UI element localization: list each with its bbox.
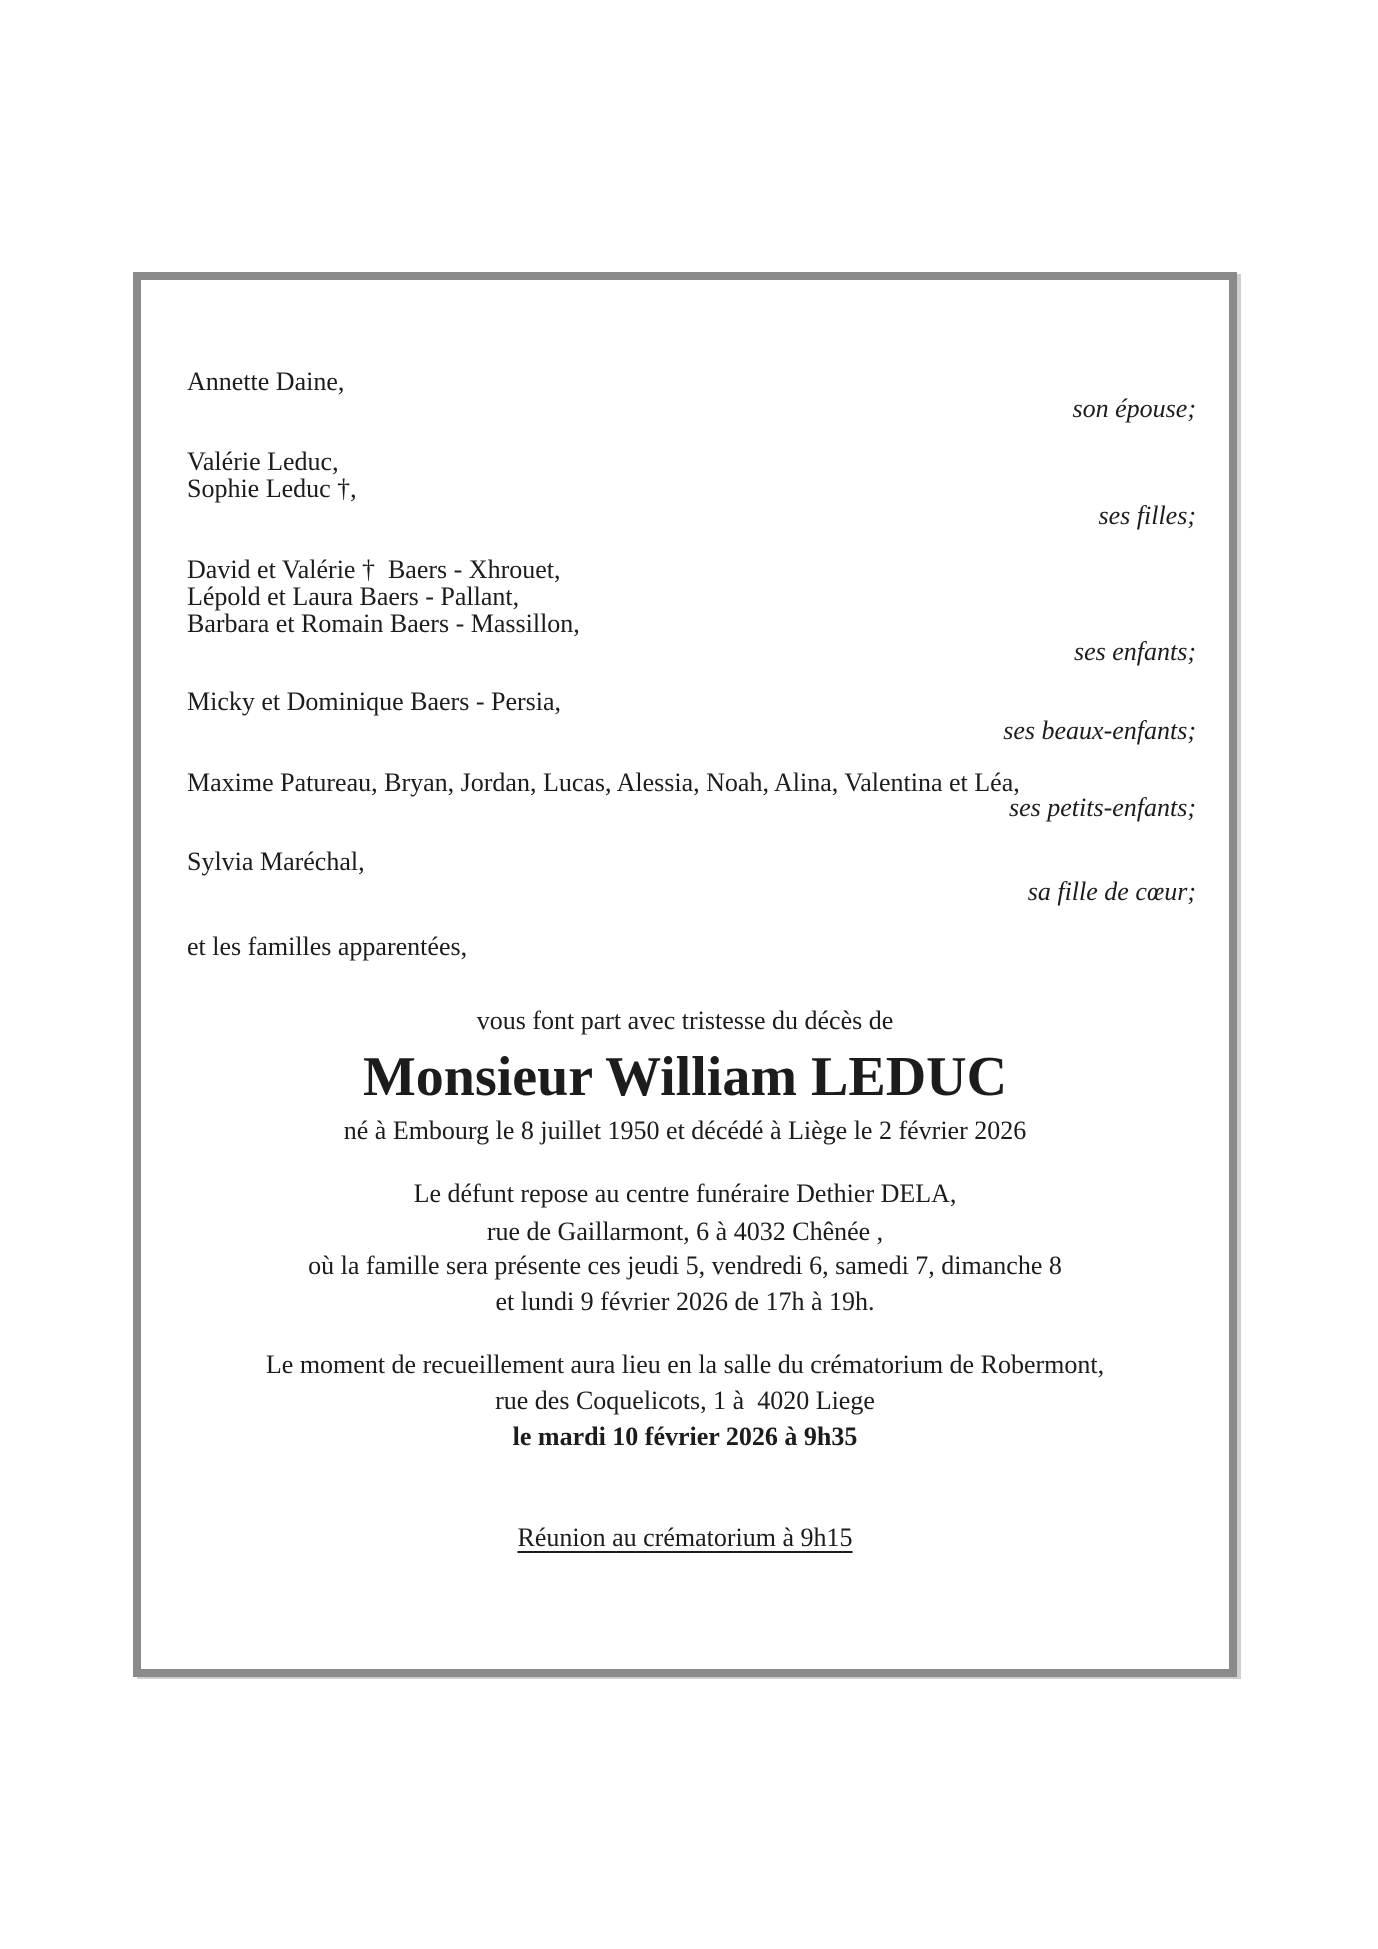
repose-address-line: rue de Gaillarmont, 6 à 4032 Chênée , — [486, 1217, 884, 1246]
relation-label: sa fille de cœur; — [1027, 877, 1196, 906]
memorial-card-frame — [133, 272, 1237, 1677]
family-name: Barbara et Romain Baers - Massillon, — [187, 609, 580, 638]
ceremony-location-line: Le moment de recueillement aura lieu en la salle du crématorium de Robermont, — [265, 1350, 1105, 1379]
visitation-hours-line: et lundi 9 février 2026 de 17h à 19h. — [495, 1287, 875, 1316]
family-name: Valérie Leduc, — [187, 447, 339, 476]
relation-label: ses petits-enfants; — [1008, 793, 1196, 822]
relation-label: son épouse; — [1072, 394, 1196, 423]
family-name: Micky et Dominique Baers - Persia, — [187, 687, 562, 716]
related-families-line: et les familles apparentées, — [187, 932, 468, 961]
family-name: Annette Daine, — [187, 367, 345, 396]
repose-location-line: Le défunt repose au centre funéraire Dethier DELA, — [413, 1179, 957, 1208]
relation-label: ses enfants; — [1073, 637, 1196, 666]
ceremony-address-line: rue des Coquelicots, 1 à 4020 Liege — [495, 1386, 875, 1415]
reunion-line: Réunion au crématorium à 9h15 — [517, 1523, 853, 1552]
family-name: Maxime Patureau, Bryan, Jordan, Lucas, Alessia, Noah, Alina, Valentina et Léa, — [187, 768, 1020, 797]
deceased-name-title: Monsieur William LEDUC — [362, 1046, 1008, 1108]
visitation-days-line: où la famille sera présente ces jeudi 5, vendredi 6, samedi 7, dimanche 8 — [308, 1251, 1062, 1280]
ceremony-datetime-line: le mardi 10 février 2026 à 9h35 — [512, 1422, 858, 1451]
family-name: David et Valérie † Baers - Xhrouet, — [187, 555, 561, 584]
life-dates-line: né à Embourg le 8 juillet 1950 et décédé à Liège le 2 février 2026 — [343, 1116, 1027, 1145]
family-name: Sophie Leduc †, — [187, 474, 357, 503]
relation-label: ses beaux-enfants; — [1003, 716, 1196, 745]
family-name: Sylvia Maréchal, — [187, 847, 365, 876]
relation-label: ses filles; — [1098, 501, 1196, 530]
family-name: Lépold et Laura Baers - Pallant, — [187, 582, 520, 611]
announcement-intro: vous font part avec tristesse du décès de — [476, 1006, 894, 1035]
